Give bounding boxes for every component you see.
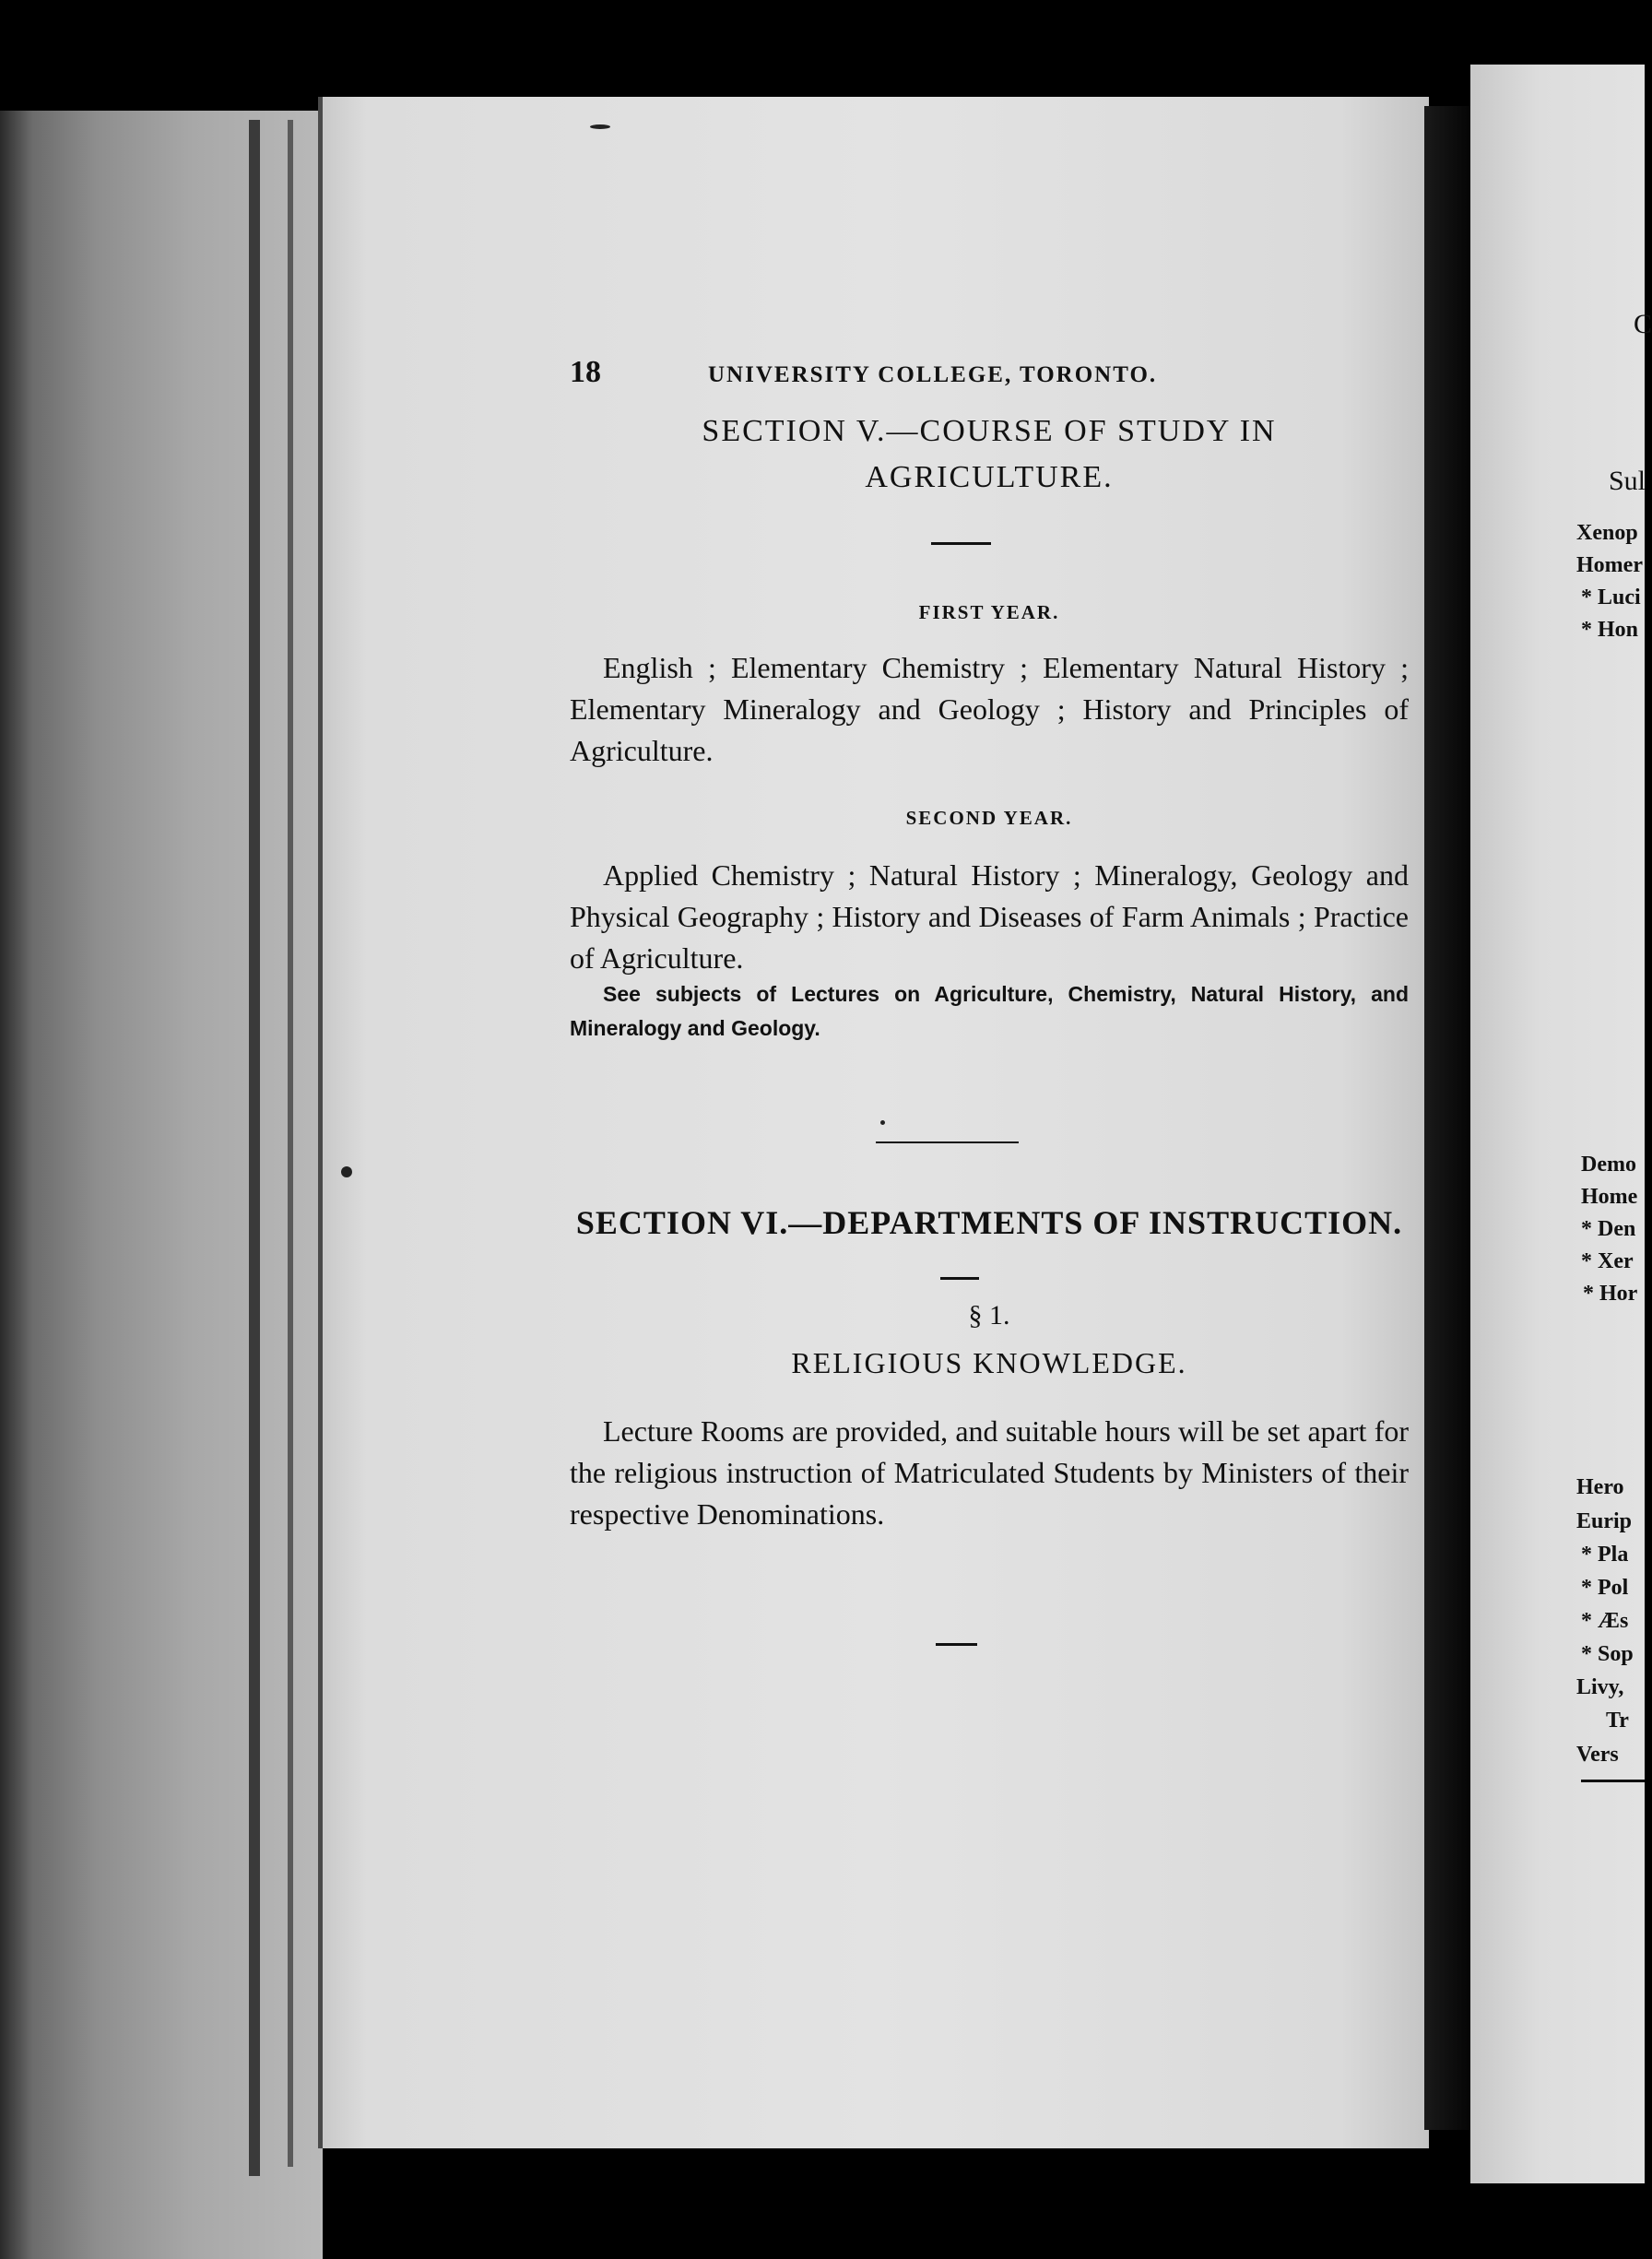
right-page-fragment: * Xer [1581, 1249, 1634, 1273]
spine-line [288, 120, 293, 2167]
end-rule [936, 1643, 977, 1646]
religious-knowledge-text: Lecture Rooms are provided, and suitable hours will be set apart for the religious instruction of Matriculated Students by Ministers of their respective Denominations. [570, 1414, 1409, 1531]
first-year-heading: FIRST YEAR. [918, 601, 1060, 623]
right-page-fragment: Hero [1576, 1475, 1624, 1499]
right-page-fragment: * Den [1581, 1217, 1636, 1241]
spine-line [249, 120, 260, 2176]
right-page-fragment: * Pla [1581, 1543, 1629, 1567]
book-spine-edge [0, 111, 323, 2259]
section-divider [876, 1141, 1019, 1143]
short-rule [931, 542, 991, 545]
right-page-fragment: Sul [1609, 466, 1646, 496]
section-vi-title: SECTION VI.—DEPARTMENTS OF INSTRUCTION. [575, 1204, 1403, 1241]
right-page-fragment: Vers [1576, 1743, 1619, 1767]
first-year-text: English ; Elementary Chemistry ; Elementary Natural History ; Elementary Mineralogy and Geology ; History and Principles of Agriculture. [570, 651, 1409, 767]
right-page-fragment: * Æs [1581, 1609, 1629, 1633]
running-head: UNIVERSITY COLLEGE, TORONTO. [708, 362, 1158, 387]
ink-speck [880, 1120, 885, 1125]
left-page [318, 97, 1429, 2148]
right-page-fragment: Homer [1576, 553, 1643, 577]
ink-speck [341, 1166, 352, 1177]
right-page-fragment: * Hon [1581, 618, 1639, 642]
short-rule [940, 1277, 979, 1280]
page-header [570, 355, 1409, 410]
right-page-fragment: Xenop [1576, 521, 1638, 545]
section-v-title-line2: AGRICULTURE. [865, 460, 1114, 494]
page-gutter [1424, 106, 1470, 2130]
right-page-fragment: Eurip [1576, 1509, 1633, 1533]
page-number: 18 [570, 355, 601, 389]
section-v-title-line1: SECTION V.—COURSE OF STUDY IN [702, 414, 1277, 448]
lectures-note: See subjects of Lectures on Agriculture, Chemistry, Natural History, and Mineralogy and Geology. [570, 982, 1409, 1040]
paragraph-mark: § 1. [968, 1300, 1010, 1331]
right-page-rule [1581, 1780, 1645, 1782]
right-page-edge [1470, 65, 1652, 2183]
right-page-fragment: Demo [1581, 1153, 1636, 1177]
religious-knowledge-heading: RELIGIOUS KNOWLEDGE. [791, 1346, 1187, 1379]
right-page-fragment: Livy, [1576, 1675, 1624, 1699]
right-page-fragment: Tr [1606, 1709, 1629, 1733]
second-year-heading: SECOND YEAR. [905, 807, 1073, 829]
right-page-fragment: * Hor [1583, 1282, 1638, 1306]
right-page-fragment: * Sop [1581, 1642, 1634, 1666]
ink-speck [590, 124, 610, 129]
right-page-fragment: * Luci [1581, 585, 1641, 609]
right-page-fragment: * Pol [1581, 1576, 1629, 1600]
second-year-text: Applied Chemistry ; Natural History ; Mineralogy, Geology and Physical Geography ; History and Diseases of Farm Animals ; Practice of Agriculture. [570, 858, 1409, 975]
right-page-fragment: Home [1581, 1185, 1638, 1209]
right-page-fragment: C [1634, 309, 1652, 339]
